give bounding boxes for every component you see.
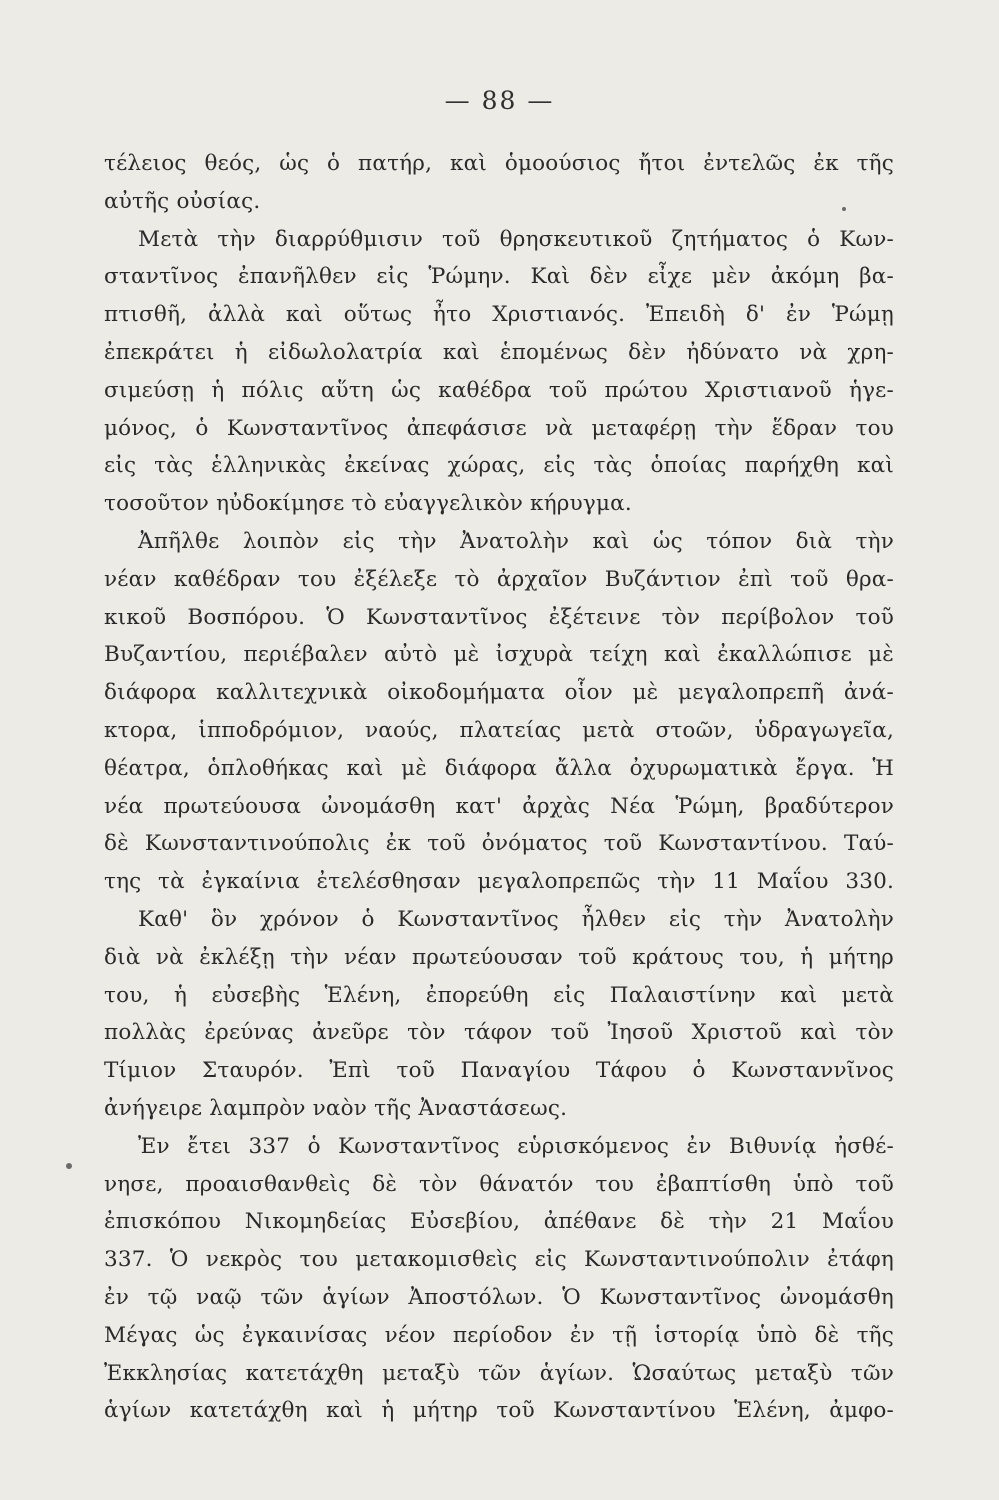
paragraph-start-line: Μετὰ τὴν διαρρύθμισιν τοῦ θρησκευτικοῦ ζητήματος ὁ Κων- xyxy=(138,226,894,252)
text-line: Βυζαντίου, περιέβαλεν αὐτὸ μὲ ἰσχυρὰ τείχη καὶ ἐκαλλώπισε μὲ xyxy=(104,642,894,668)
text-line: θέατρα, ὁπλοθήκας καὶ μὲ διάφορα ἄλλα ὀχυρωματικὰ ἔργα. Ἡ xyxy=(104,755,894,781)
paragraph-start-line: Ἀπῆλθε λοιπὸν εἰς τὴν Ἀνατολὴν καὶ ὡς τόπον διὰ τὴν xyxy=(138,528,894,554)
text-line: σιμεύσῃ ἡ πόλις αὕτη ὡς καθέδρα τοῦ πρώτου Χριστιανοῦ ἡγε- xyxy=(104,377,894,403)
text-line: ἐν τῷ ναῷ τῶν ἁγίων Ἀποστόλων. Ὁ Κωνσταντῖνος ὠνομάσθη xyxy=(104,1284,894,1310)
text-line: ἀνήγειρε λαμπρὸν ναὸν τῆς Ἀναστάσεως. xyxy=(104,1095,568,1121)
text-line: σταντῖνος ἐπανῆλθεν εἰς Ῥώμην. Καὶ δὲν εἶχε μὲν ἀκόμη βα- xyxy=(104,264,894,290)
text-line: του, ἡ εὐσεβὴς Ἑλένη, ἐπορεύθη εἰς Παλαιστίνην καὶ μετὰ xyxy=(104,982,894,1008)
text-line: κτορα, ἱπποδρόμιον, ναούς, πλατείας μετὰ στοῶν, ὑδραγωγεῖα, xyxy=(104,717,894,743)
text-line: μόνος, ὁ Κωνσταντῖνος ἀπεφάσισε νὰ μεταφέρῃ τὴν ἕδραν του xyxy=(104,415,894,441)
text-line: ἐπεκράτει ἡ εἰδωλολατρία καὶ ἑπομένως δὲν ἠδύνατο νὰ χρη- xyxy=(104,339,894,365)
text-line: κικοῦ Βοσπόρου. Ὁ Κωνσταντῖνος ἐξέτεινε τὸν περίβολον τοῦ xyxy=(104,604,894,630)
text-line: της τὰ ἐγκαίνια ἐτελέσθησαν μεγαλοπρεπῶς τὴν 11 Μαΐου 330. xyxy=(104,869,894,895)
body-text xyxy=(104,145,894,1430)
text-line: αὐτῆς οὐσίας. xyxy=(104,188,261,214)
text-line: νησε, προαισθανθεὶς δὲ τὸν θάνατόν του ἐβαπτίσθη ὑπὸ τοῦ xyxy=(104,1171,894,1197)
text-line: τοσοῦτον ηὐδοκίμησε τὸ εὐαγγελικὸν κήρυγμα. xyxy=(104,491,632,517)
text-line: διὰ νὰ ἐκλέξῃ τὴν νέαν πρωτεύουσαν τοῦ κράτους του, ἡ μήτηρ xyxy=(104,944,894,970)
text-line: Τίμιον Σταυρόν. Ἐπὶ τοῦ Παναγίου Τάφου ὁ Κωνσταννῖνος xyxy=(104,1058,894,1084)
text-line: νέα πρωτεύουσα ὠνομάσθη κατ' ἀρχὰς Νέα Ῥώμη, βραδύτερον xyxy=(104,793,894,819)
paper-speck xyxy=(66,1163,72,1169)
paper-speck xyxy=(842,207,846,211)
text-line: εἰς τὰς ἑλληνικὰς ἐκείνας χώρας, εἰς τὰς ὁποίας παρήχθη καὶ xyxy=(104,453,894,479)
text-line: νέαν καθέδραν του ἐξέλεξε τὸ ἀρχαῖον Βυζάντιον ἐπὶ τοῦ θρα- xyxy=(104,566,894,592)
text-line: Μέγας ὡς ἐγκαινίσας νέον περίοδον ἐν τῇ ἱστορίᾳ ὑπὸ δὲ τῆς xyxy=(104,1322,894,1348)
text-line: ἁγίων κατετάχθη καὶ ἡ μήτηρ τοῦ Κωνσταντίνου Ἑλένη, ἀμφο- xyxy=(104,1398,894,1424)
text-line: πολλὰς ἐρεύνας ἀνεῦρε τὸν τάφον τοῦ Ἰησοῦ Χριστοῦ καὶ τὸν xyxy=(104,1020,894,1046)
paragraph-start-line: Ἐν ἔτει 337 ὁ Κωνσταντῖνος εὑρισκόμενος ἐν Βιθυνίᾳ ἠσθέ- xyxy=(138,1133,894,1159)
text-line: πτισθῆ, ἀλλὰ καὶ οὕτως ἦτο Χριστιανός. Ἐπειδὴ δ' ἐν Ῥώμῃ xyxy=(104,302,894,328)
text-line: διάφορα καλλιτεχνικὰ οἰκοδομήματα οἷον μὲ μεγαλοπρεπῆ ἀνά- xyxy=(104,680,894,706)
text-line: τέλειος θεός, ὡς ὁ πατήρ, καὶ ὁμοούσιος ἤτοι ἐντελῶς ἐκ τῆς xyxy=(104,151,894,176)
text-line: δὲ Κωνσταντινούπολις ἐκ τοῦ ὀνόματος τοῦ Κωνσταντίνου. Ταύ- xyxy=(104,831,894,857)
paragraph-start-line: Καθ' ὃν χρόνον ὁ Κωνσταντῖνος ἦλθεν εἰς τὴν Ἀνατολὴν xyxy=(138,906,894,932)
page-number: — 88 — xyxy=(444,86,555,115)
text-line: ἐπισκόπου Νικομηδείας Εὐσεβίου, ἀπέθανε δὲ τὴν 21 Μαΐου xyxy=(104,1209,894,1235)
text-line: Ἐκκλησίας κατετάχθη μεταξὺ τῶν ἁγίων. Ὡσαύτως μεταξὺ τῶν xyxy=(104,1360,894,1386)
text-line: 337. Ὁ νεκρὸς του μετακομισθεὶς εἰς Κωνσταντινούπολιν ἐτάφη xyxy=(104,1247,894,1273)
